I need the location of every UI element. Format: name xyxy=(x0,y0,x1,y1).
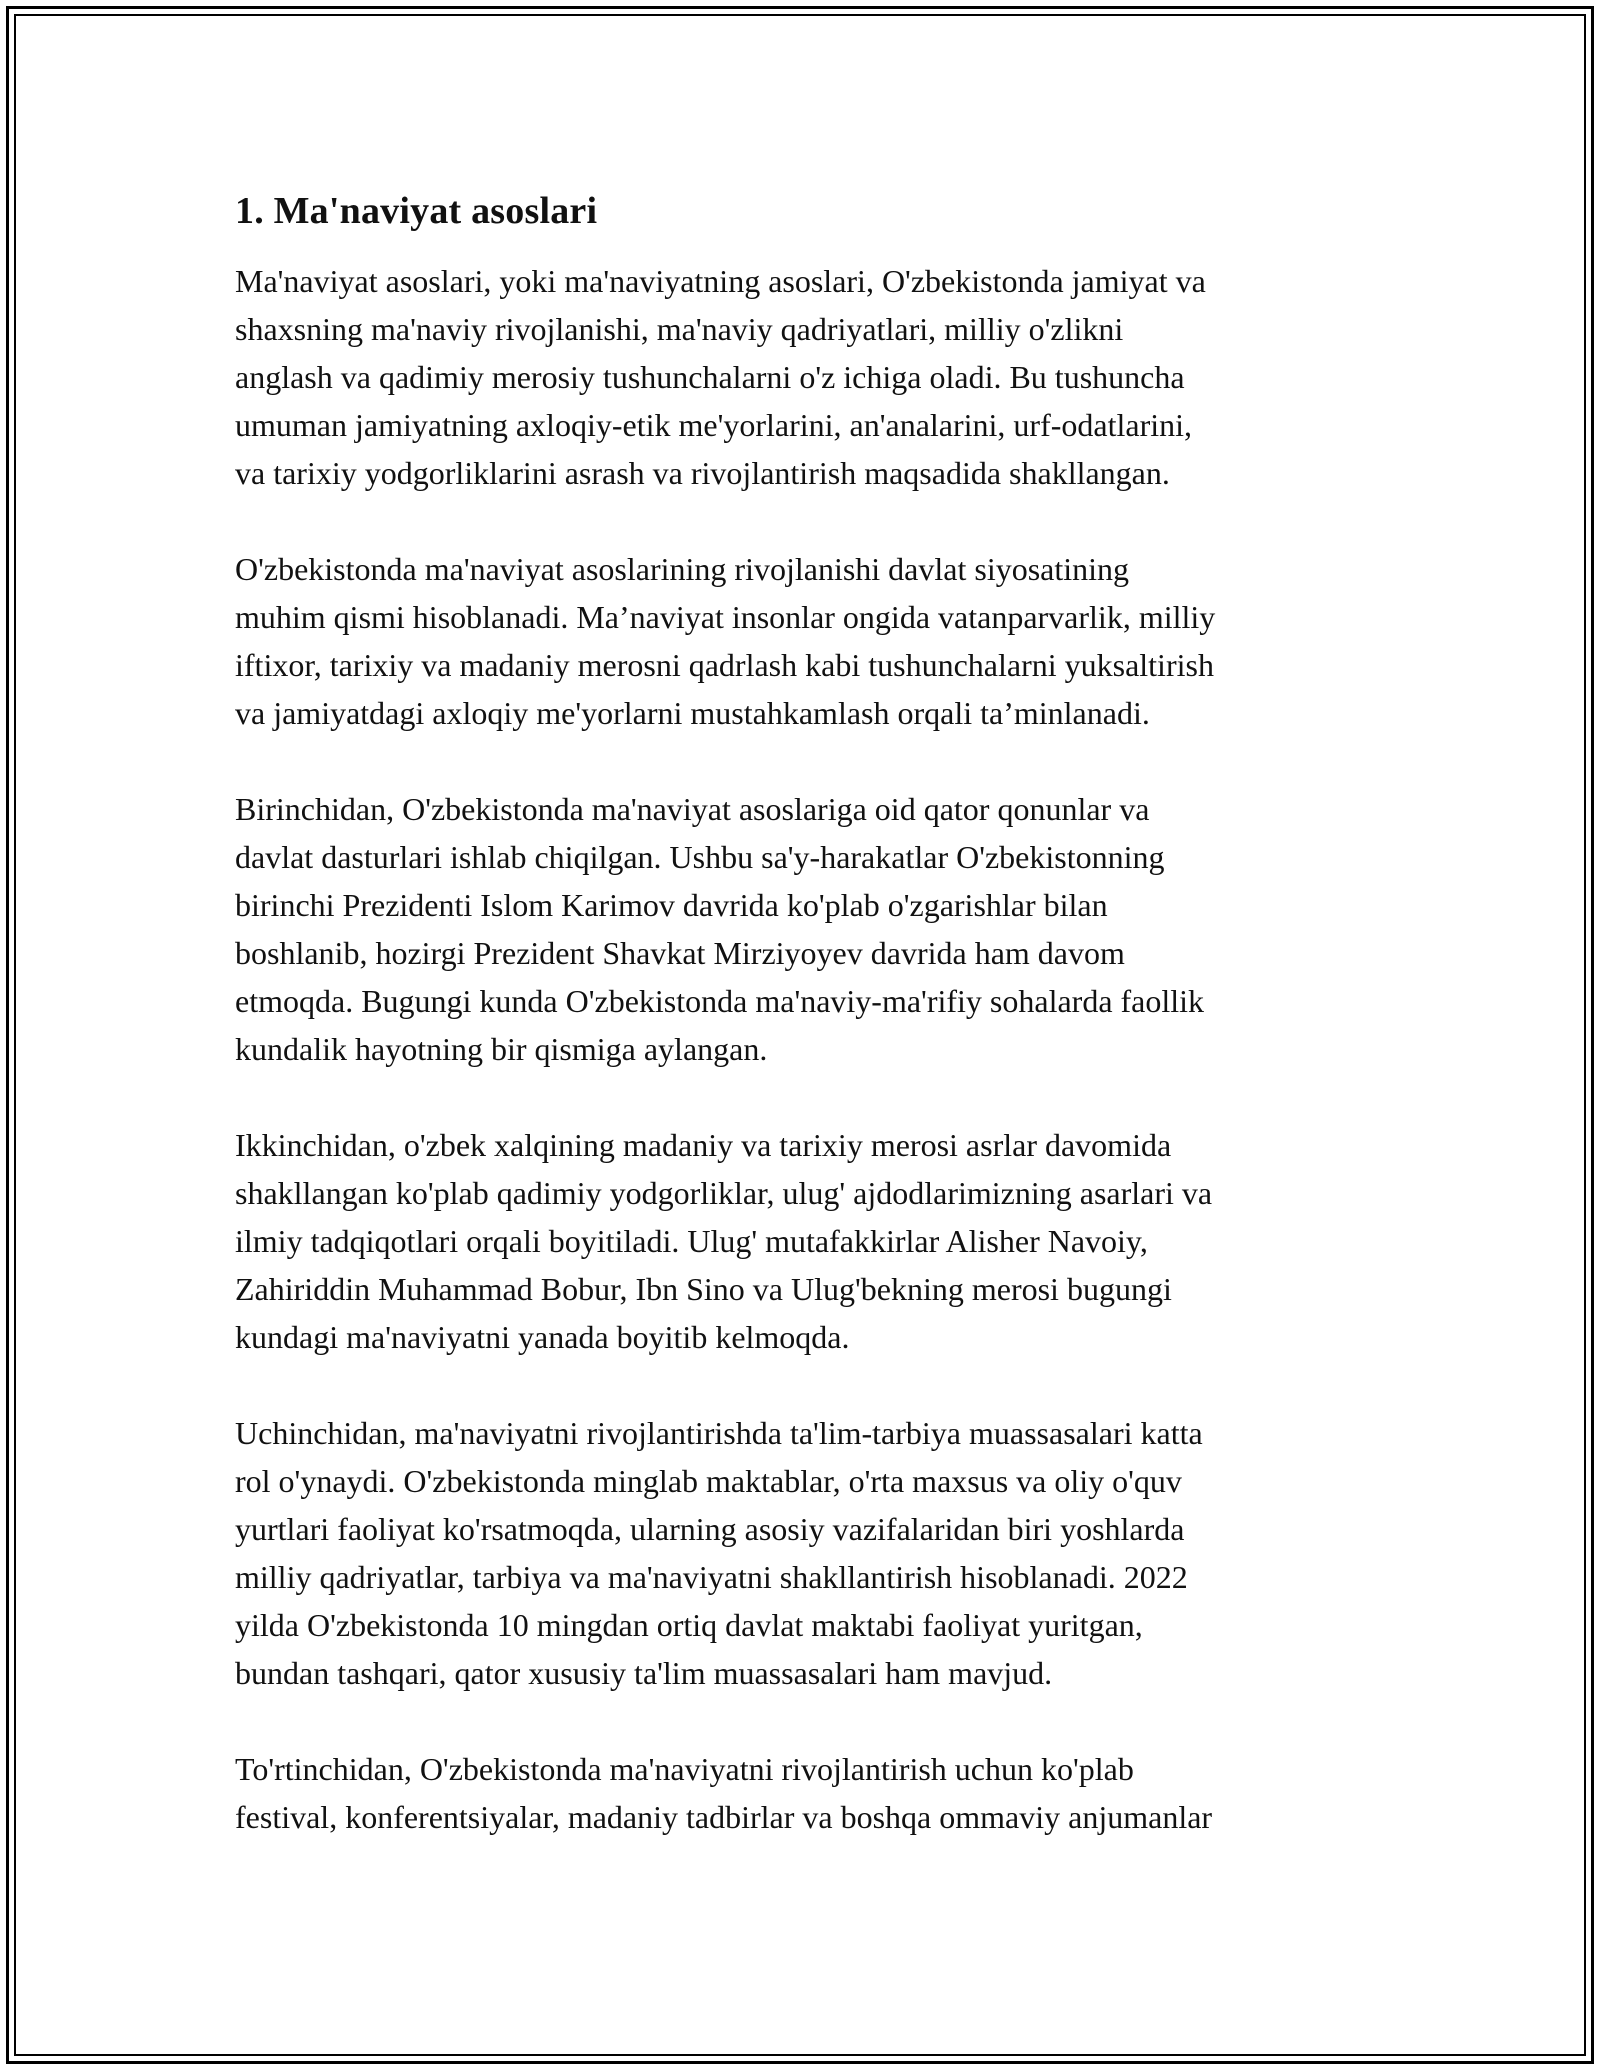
text-line: Ma'naviyat asoslari, yoki ma'naviyatning asoslari, O'zbekistonda jamiyat va xyxy=(235,263,1206,299)
text-line: boshlanib, hozirgi Prezident Shavkat Mirziyoyev davrida ham davom xyxy=(235,935,1125,971)
paragraph-1 xyxy=(235,257,1370,497)
text-line: milliy qadriyatlar, tarbiya va ma'naviyatni shakllantirish hisoblanadi. 2022 xyxy=(235,1559,1188,1595)
text-line: birinchi Prezidenti Islom Karimov davrida ko'plab o'zgarishlar bilan xyxy=(235,887,1108,923)
text-line: To'rtinchidan, O'zbekistonda ma'naviyatni rivojlantirish uchun ko'plab xyxy=(235,1751,1134,1787)
text-line: bundan tashqari, qator xususiy ta'lim muassasalari ham mavjud. xyxy=(235,1655,1053,1691)
paragraph-2 xyxy=(235,545,1370,737)
text-line: iftixor, tarixiy va madaniy merosni qadrlash kabi tushunchalarni yuksaltirish xyxy=(235,647,1214,683)
text-line: O'zbekistonda ma'naviyat asoslarining rivojlanishi davlat siyosatining xyxy=(235,551,1130,587)
text-line: shakllangan ko'plab qadimiy yodgorliklar, ulug' ajdodlarimizning asarlari va xyxy=(235,1175,1213,1211)
text-line: shaxsning ma'naviy rivojlanishi, ma'naviy qadriyatlari, milliy o'zlikni xyxy=(235,311,1124,347)
text-line: kundalik hayotning bir qismiga aylangan. xyxy=(235,1031,768,1067)
text-line: festival, konferentsiyalar, madaniy tadbirlar va boshqa ommaviy anjumanlar xyxy=(235,1799,1213,1835)
text-line: davlat dasturlari ishlab chiqilgan. Ushbu sa'y-harakatlar O'zbekistonning xyxy=(235,839,1165,875)
paragraph-4 xyxy=(235,1121,1370,1361)
text-line: va jamiyatdagi axloqiy me'yorlarni mustahkamlash orqali ta’minlanadi. xyxy=(235,695,1150,731)
text-line: ilmiy tadqiqotlari orqali boyitiladi. Ulug' mutafakkirlar Alisher Navoiy, xyxy=(235,1223,1148,1259)
text-line: va tarixiy yodgorliklarini asrash va rivojlantirish maqsadida shakllangan. xyxy=(235,455,1170,491)
document-body xyxy=(235,187,1370,1889)
paragraph-5 xyxy=(235,1409,1370,1697)
text-line: Uchinchidan, ma'naviyatni rivojlantirishda ta'lim-tarbiya muassasalari katta xyxy=(235,1415,1203,1451)
text-line: Ikkinchidan, o'zbek xalqining madaniy va tarixiy merosi asrlar davomida xyxy=(235,1127,1172,1163)
text-line: muhim qismi hisoblanadi. Ma’naviyat insonlar ongida vatanparvarlik, milliy xyxy=(235,599,1216,635)
text-line: anglash va qadimiy merosiy tushunchalarni o'z ichiga oladi. Bu tushuncha xyxy=(235,359,1185,395)
text-line: Birinchidan, O'zbekistonda ma'naviyat asoslariga oid qator qonunlar va xyxy=(235,791,1150,827)
paragraph-3 xyxy=(235,785,1370,1073)
text-line: umuman jamiyatning axloqiy-etik me'yorlarini, an'analarini, urf-odatlarini, xyxy=(235,407,1193,443)
paragraph-6 xyxy=(235,1745,1370,1841)
section-heading: 1. Ma'naviyat asoslari xyxy=(235,190,598,232)
text-line: kundagi ma'naviyatni yanada boyitib kelmoqda. xyxy=(235,1319,850,1355)
text-line: yurtlari faoliyat ko'rsatmoqda, ularning asosiy vazifalaridan biri yoshlarda xyxy=(235,1511,1185,1547)
text-line: etmoqda. Bugungi kunda O'zbekistonda ma'naviy-ma'rifiy sohalarda faollik xyxy=(235,983,1205,1019)
text-line: rol o'ynaydi. O'zbekistonda minglab maktablar, o'rta maxsus va oliy o'quv xyxy=(235,1463,1182,1499)
text-line: Zahiriddin Muhammad Bobur, Ibn Sino va Ulug'bekning merosi bugungi xyxy=(235,1271,1172,1307)
text-line: yilda O'zbekistonda 10 mingdan ortiq davlat maktabi faoliyat yuritgan, xyxy=(235,1607,1143,1643)
